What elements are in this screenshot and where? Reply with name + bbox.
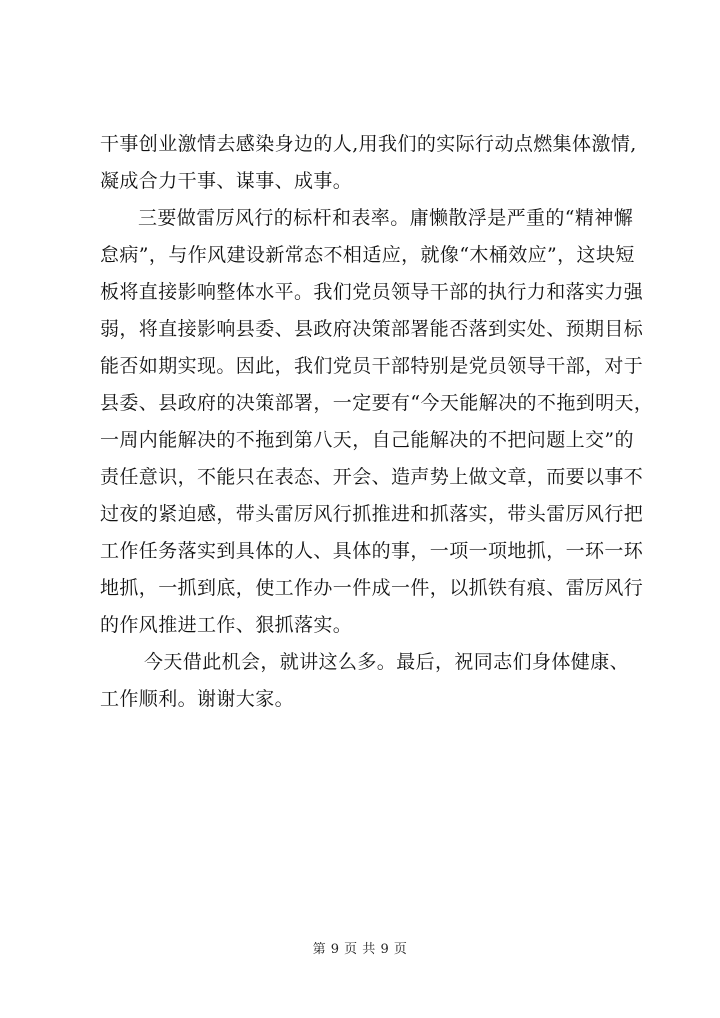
paragraph-start-line: 今天借此机会，就讲这么多。最后，祝同志们身体健康、 (144, 651, 630, 673)
text-line: 能否如期实现。因此，我们党员干部特别是党员领导干部，对于 (100, 355, 644, 377)
text-line: 弱，将直接影响县委、县政府决策部署能否落到实处、预期目标 (100, 318, 644, 340)
text-line: 怠病”，与作风建设新常态不相适应，就像“木桶效应”，这块短 (100, 244, 635, 266)
document-body (100, 126, 660, 718)
text-line: 过夜的紧迫感，带头雷厉风行抓推进和抓落实，带头雷厉风行把 (100, 503, 644, 525)
text-line: 地抓，一抓到底，使工作办一件成一件，以抓铁有痕、雷厉风行 (100, 577, 644, 599)
page-number-footer: 第 9 页 共 9 页 (312, 942, 408, 957)
text-line: 一周内能解决的不拖到第八天，自己能解决的不把问题上交”的 (100, 429, 634, 451)
text-line: 责任意识，不能只在表态、开会、造声势上做文章，而要以事不 (100, 466, 644, 488)
text-line: 干事创业激情去感染身边的人,用我们的实际行动点燃集体激情, (100, 133, 637, 155)
text-line: 工作任务落实到具体的人、具体的事，一项一项地抓，一环一环 (100, 540, 644, 562)
text-line: 工作顺利。谢谢大家。 (100, 688, 295, 710)
paragraph-start-line: 三要做雷厉风行的标杆和表率。庸懒散浮是严重的“精神懈 (138, 207, 634, 229)
text-line: 凝成合力干事、谋事、成事。 (100, 170, 353, 192)
text-line: 的作风推进工作、狠抓落实。 (100, 614, 353, 636)
text-line: 板将直接影响整体水平。我们党员领导干部的执行力和落实力强 (100, 281, 644, 303)
text-line: 县委、县政府的决策部署，一定要有“今天能解决的不拖到明天， (100, 392, 654, 414)
